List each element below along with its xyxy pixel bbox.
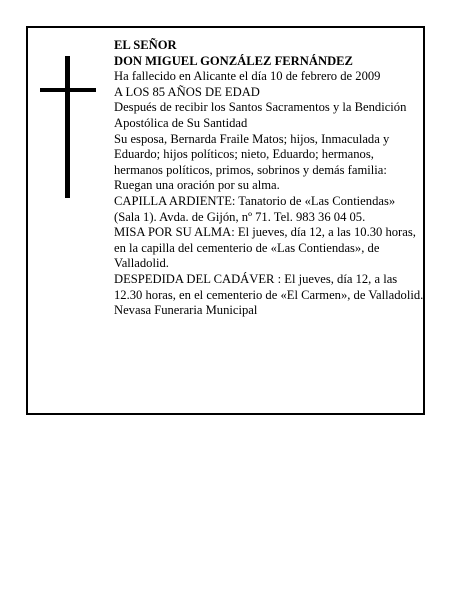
prayer-request: Ruegan una oración por su alma. [114,178,280,193]
chapel-info: CAPILLA ARDIENTE: Tanatorio de «Las Contiendas» (Sala 1). Avda. de Gijón, nº 71. Tel. 983 36 04 05. [114,193,396,224]
funeral-home: Nevasa Funeraria Municipal [114,303,258,318]
death-line: Ha fallecido en Alicante el día 10 de febrero de 2009 [114,69,381,84]
cross-vertical-bar [65,56,70,198]
family-text: Su esposa, Bernarda Fraile Matos; hijos, Inmaculada y Eduardo; hijos políticos; nieto, Eduardo; hermanos, hermanos políticos, primos, sobrinos y demás familia: [114,131,390,177]
cross-horizontal-bar [40,88,96,92]
obituary-notice [26,26,425,415]
age-line: A LOS 85 AÑOS DE EDAD [114,84,260,99]
sacraments-text: Después de recibir los Santos Sacramentos y la Bendición Apostólica de Su Santidad [114,100,407,130]
mass-info: MISA POR SU ALMA: El jueves, día 12, a las 10.30 horas, en la capilla del cementerio de «Las Contiendas», de Valladolid. [114,225,416,271]
deceased-name: DON MIGUEL GONZÁLEZ FERNÁNDEZ [114,53,353,68]
cross-icon [40,56,96,198]
notice-text [114,38,424,319]
notice-title: EL SEÑOR [114,38,177,52]
farewell-info: DESPEDIDA DEL CADÁVER : El jueves, día 12, a las 12.30 horas, en el cementerio de «El Carmen», de Valladolid. [114,271,424,302]
